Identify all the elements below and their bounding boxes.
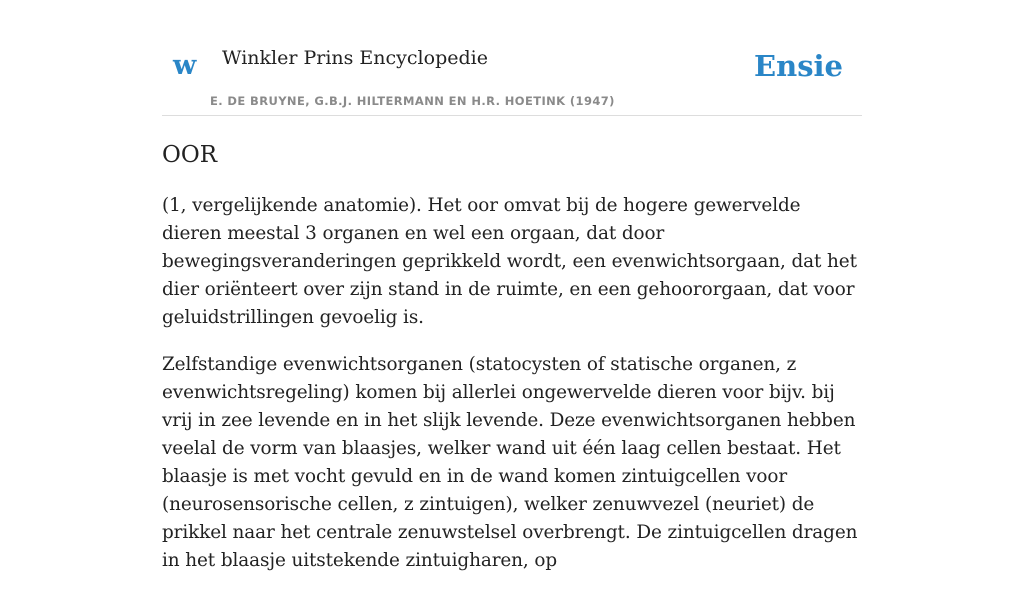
article-paragraph: Zelfstandige evenwichtsorganen (statocysten of statische organen, z evenwichtsregeling) komen bij allerlei ongewervelde dieren voor bijv. bij vrij in zee levende en in het slijk levende. Deze evenwichtsorganen hebben veelal de vorm van blaasjes, welker wand uit één laag cellen bestaat. Het blaasje is met vocht gevuld en in de wand komen zintuigcellen voor (neurosensorische cellen, z zintuigen), welker zenuwvezel (neuriet) de prikkel naar het centrale zenuwstelsel overbrengt. De zintuigcellen dragen in het blaasje uitstekende zintuigharen, op <box>162 354 858 571</box>
site-header <box>162 0 862 116</box>
article-headword: OOR <box>162 142 218 168</box>
publication-byline: E. DE BRUYNE, G.B.J. HILTERMANN EN H.R. HOETINK (1947) <box>210 94 615 108</box>
publication-logo[interactable]: w <box>173 50 197 81</box>
page <box>162 0 862 571</box>
publication-title[interactable]: Winkler Prins Encyclopedie <box>222 47 488 69</box>
article-body <box>162 192 862 594</box>
ensie-brand-link[interactable]: Ensie <box>754 49 843 83</box>
article-paragraph: (1, vergelijkende anatomie). Het oor omvat bij de hogere gewervelde dieren meestal 3 organen en wel een orgaan, dat door bewegingsveranderingen geprikkeld wordt, een evenwichtsorgaan, dat het dier oriënteert over zijn stand in de ruimte, en een gehoororgaan, dat voor geluidstrillingen gevoelig is. <box>162 195 857 328</box>
